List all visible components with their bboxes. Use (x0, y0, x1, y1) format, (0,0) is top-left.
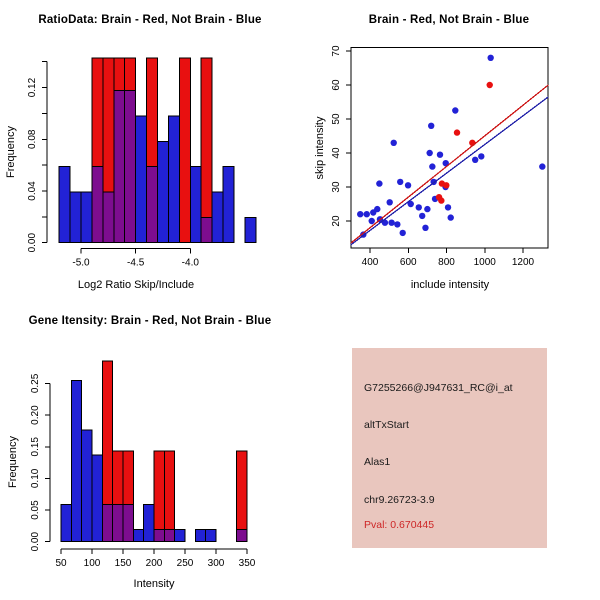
scatter-point-not-brain (388, 220, 394, 226)
scatter-point-not-brain (429, 163, 435, 169)
info-gene-name: Alas1 (364, 456, 391, 468)
y-tick-label: 0.00 (30, 531, 41, 552)
scatter-x-tick-label: 1000 (473, 257, 496, 269)
x-tick-label: 50 (55, 558, 67, 569)
y-tick-label: 0.15 (30, 437, 41, 457)
hist-bar-red (154, 451, 164, 541)
scatter-point-not-brain (364, 211, 370, 217)
hist-bar-blue (158, 141, 169, 242)
x-tick-label: -4.0 (181, 257, 199, 269)
info-location: chr9.26723-3.9 (364, 494, 435, 506)
x-tick-label: 250 (176, 558, 194, 569)
scatter-y-tick-label: 30 (330, 181, 342, 193)
scatter-x-tick-label: 600 (399, 257, 417, 269)
y-tick-label: 0.05 (30, 500, 41, 520)
hist-bar-blue (190, 167, 201, 243)
scatter-point-brain (487, 82, 493, 88)
scatter-point-not-brain (369, 218, 375, 224)
scatter-point-not-brain (478, 153, 484, 159)
scatter-point-not-brain (386, 199, 392, 205)
hist-bar-overlap (237, 529, 247, 541)
y-tick-label: 0.12 (27, 77, 38, 98)
scatter-point-not-brain (539, 163, 545, 169)
hist-bar-blue (175, 529, 185, 541)
scatter-point-not-brain (374, 206, 380, 212)
y-tick-label: 0.20 (30, 405, 41, 425)
x-tick-label: 300 (207, 558, 225, 569)
scatter-y-tick-label: 50 (330, 113, 342, 125)
x-tick-label: 150 (114, 558, 132, 569)
hist-bar-overlap (201, 217, 212, 242)
x-tick-label: 350 (238, 558, 256, 569)
hist-bar-blue (70, 192, 81, 243)
scatter-y-tick-label: 70 (330, 45, 342, 57)
info-probe-id: G7255266@J947631_RC@i_at (364, 382, 513, 394)
scatter-point-brain (443, 182, 449, 188)
hist-bar-overlap (154, 529, 164, 541)
hist-bar-overlap (102, 504, 112, 541)
scatter-x-tick-label: 800 (438, 257, 455, 269)
hist-bar-blue (136, 116, 147, 243)
scatter-point-not-brain (472, 157, 478, 163)
scatter-point-not-brain (405, 182, 411, 188)
gene-hist-ylabel: Frequency (7, 436, 19, 488)
ratio-hist-xlabel: Log2 Ratio Skip/Include (77, 279, 195, 291)
scatter-point-not-brain (428, 123, 434, 129)
y-tick-label: 0.10 (30, 468, 41, 489)
hist-bar-red (164, 451, 174, 541)
info-box (352, 348, 547, 548)
hist-bar-overlap (114, 91, 125, 243)
hist-bar-blue (71, 380, 81, 541)
hist-bar-blue (144, 504, 154, 541)
ratio-hist-title: RatioData: Brain - Red, Not Brain - Blue (38, 14, 262, 26)
ratio-hist-ylabel: Frequency (5, 126, 17, 178)
y-tick-label: 0.25 (30, 373, 41, 394)
scatter-point-not-brain (448, 214, 454, 220)
scatter-point-not-brain (452, 107, 458, 113)
scatter-point-not-brain (445, 204, 451, 210)
scatter-point-not-brain (437, 152, 443, 158)
scatter-x-tick-label: 400 (361, 257, 379, 269)
y-tick-label: 0.04 (27, 181, 38, 201)
gene-hist-xlabel: Intensity (133, 578, 175, 590)
scatter-point-not-brain (426, 150, 432, 156)
scatter-y-tick-label: 60 (330, 79, 342, 91)
hist-bar-blue (133, 529, 143, 541)
hist-bar-blue (245, 217, 256, 242)
scatter-point-not-brain (424, 206, 430, 212)
scatter-point-brain (438, 197, 444, 203)
hist-bar-blue (212, 192, 223, 243)
scatter-xlabel: include intensity (410, 279, 490, 291)
scatter-ylabel: skip intensity (314, 116, 326, 180)
scatter-point-not-brain (419, 213, 425, 219)
scatter-point-not-brain (376, 180, 382, 186)
scatter-point-not-brain (487, 55, 493, 61)
scatter-point-not-brain (357, 211, 363, 217)
x-tick-label: 200 (145, 558, 163, 569)
hist-bar-blue (61, 504, 71, 541)
not-brain-regression-line (351, 97, 548, 245)
hist-bar-red (179, 58, 190, 243)
x-tick-label: -4.5 (127, 257, 145, 269)
scatter-point-not-brain (422, 225, 428, 231)
hist-bar-overlap (123, 504, 133, 541)
hist-bar-blue (195, 529, 205, 541)
hist-bar-overlap (125, 91, 136, 243)
hist-bar-overlap (103, 192, 114, 243)
y-tick-label: 0.08 (27, 129, 38, 150)
y-tick-label: 0.00 (27, 232, 38, 253)
scatter-point-not-brain (416, 204, 422, 210)
info-event-type: altTxStart (364, 419, 409, 431)
hist-bar-blue (223, 167, 234, 243)
x-tick-label: 100 (83, 558, 101, 569)
hist-bar-red (201, 58, 212, 243)
hist-bar-blue (81, 192, 92, 243)
scatter-title: Brain - Red, Not Brain - Blue (368, 14, 530, 26)
hist-bar-blue (206, 529, 216, 541)
hist-bar-blue (168, 116, 179, 243)
gene-hist-title: Gene Itensity: Brain - Red, Not Brain - Blue (28, 315, 272, 327)
scatter-point-not-brain (394, 221, 400, 227)
info-pval: Pval: 0.670445 (364, 519, 435, 531)
scatter-y-tick-label: 40 (330, 147, 342, 159)
hist-bar-blue (82, 430, 92, 542)
scatter-point-not-brain (397, 179, 403, 185)
hist-bar-blue (92, 455, 102, 542)
scatter-point-not-brain (391, 140, 397, 146)
hist-bar-blue (59, 167, 70, 243)
hist-bar-overlap (92, 167, 103, 243)
hist-bar-overlap (147, 167, 158, 243)
x-tick-label: -5.0 (72, 257, 90, 269)
hist-bar-overlap (164, 529, 174, 541)
scatter-point-not-brain (400, 230, 406, 236)
scatter-x-tick-label: 1200 (511, 257, 535, 269)
hist-bar-red (237, 451, 247, 541)
hist-bar-overlap (113, 504, 123, 541)
scatter-y-tick-label: 20 (330, 215, 342, 227)
scatter-point-brain (454, 129, 460, 135)
